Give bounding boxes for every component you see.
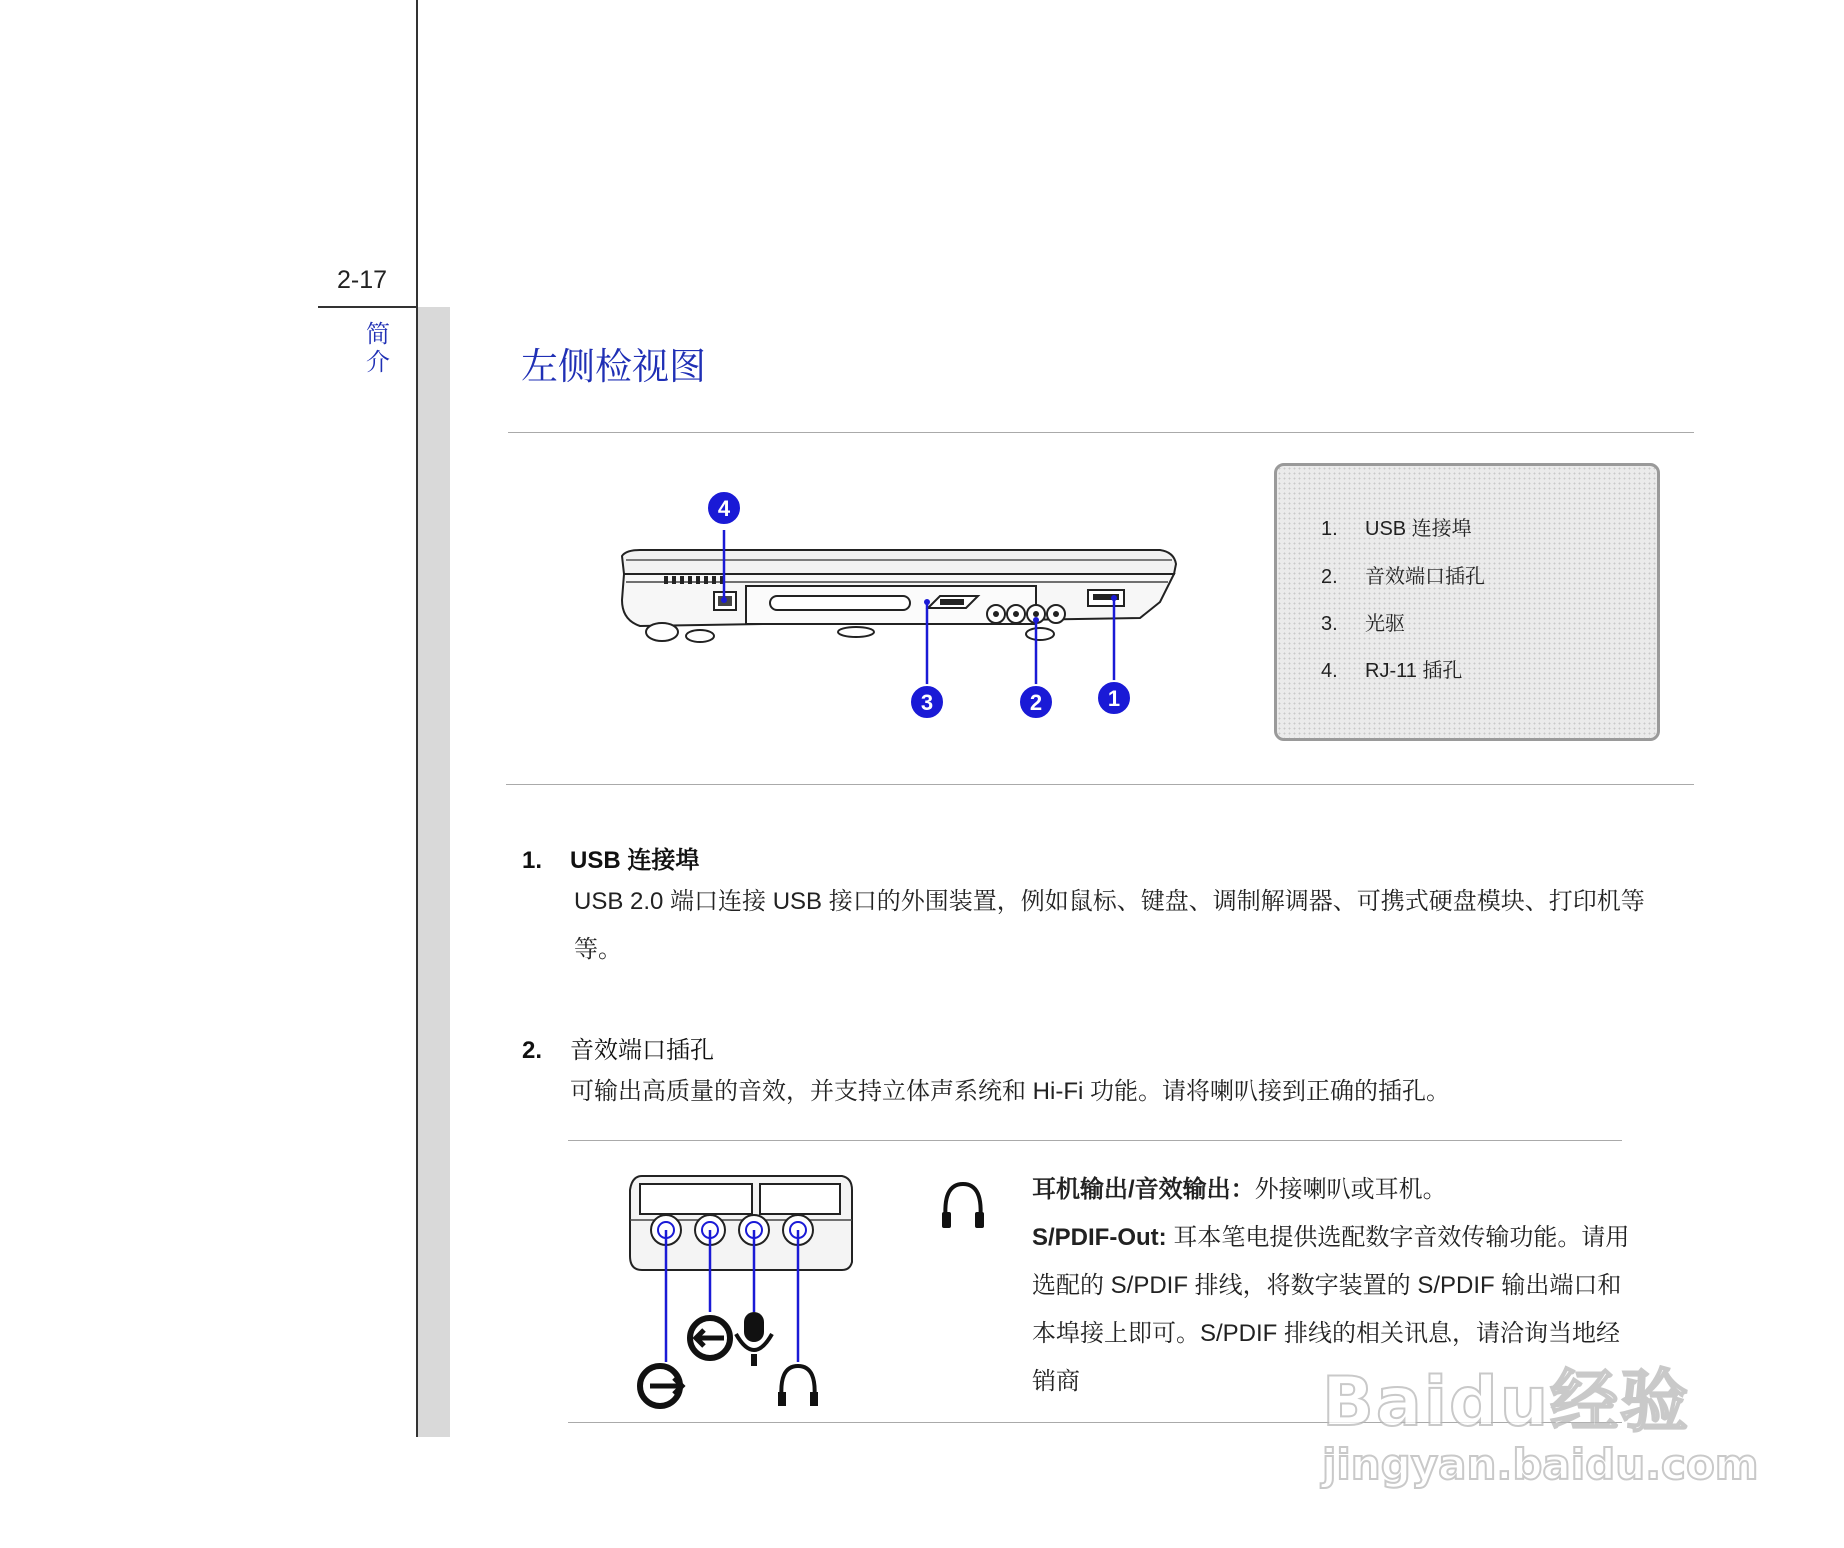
microphone-icon	[736, 1312, 772, 1366]
callout-2	[1019, 685, 1053, 719]
title-divider	[508, 432, 1694, 433]
section-heading-usb: 1. USB 连接埠	[522, 847, 700, 874]
chapter-label: 简介	[366, 320, 390, 376]
page-number: 2-17	[337, 266, 388, 294]
section-heading-audio: 2. 音效端口插孔	[522, 1037, 714, 1064]
legend-item: 3. 光驱	[1321, 613, 1405, 635]
headphone-out-line: 耳机输出/音效输出：外接喇叭或耳机。	[1032, 1176, 1447, 1203]
svg-text:4: 4	[717, 496, 731, 521]
audio-ports-drawing	[620, 1170, 860, 1420]
sidebar-band	[418, 307, 450, 1437]
page-number-rule	[318, 306, 418, 308]
spdif-out-paragraph: S/PDIF-Out: 耳本笔电提供选配数字音效传输功能。请用选配的 S/PDIF 排线，将数字装置的 S/PDIF 输出端口和本埠接上即可。S/PDIF 排线的相关讯息，请洽询当地经销商	[1032, 1224, 1630, 1395]
table-top-rule	[568, 1140, 1622, 1141]
headphone-icon	[938, 1178, 988, 1236]
laptop-left-side-figure	[600, 480, 1200, 720]
legend-item: 2. 音效端口插孔	[1321, 566, 1485, 588]
legend-box	[1274, 463, 1660, 741]
baidu-watermark: Baidu经验 jingyan.baidu.com	[1322, 1363, 1759, 1489]
callout-1	[1097, 681, 1131, 715]
legend-item: 4. RJ-11 插孔	[1321, 660, 1463, 682]
callout-3	[910, 685, 944, 719]
headphone-icon	[778, 1366, 818, 1406]
audio-ports-closeup	[620, 1170, 860, 1420]
page-title: 左侧检视图	[521, 345, 706, 388]
section-body-audio: 可输出高质量的音效，并支持立体声系统和 Hi-Fi 功能。请将喇叭接到正确的插孔。	[570, 1078, 1450, 1105]
section-body-usb: USB 2.0 端口连接 USB 接口的外围装置，例如鼠标、键盘、调制解调器、可携式硬盘模块、打印机等等。	[574, 888, 1645, 963]
line-in-icon	[690, 1318, 730, 1358]
callout-4	[707, 491, 741, 525]
svg-text:3: 3	[920, 690, 934, 715]
svg-text:2: 2	[1029, 690, 1043, 715]
figure-divider	[506, 784, 1694, 785]
line-out-icon	[640, 1366, 682, 1406]
legend-item: 1. USB 连接埠	[1321, 518, 1472, 540]
laptop-side-drawing	[600, 480, 1200, 720]
svg-text:1: 1	[1107, 686, 1121, 711]
